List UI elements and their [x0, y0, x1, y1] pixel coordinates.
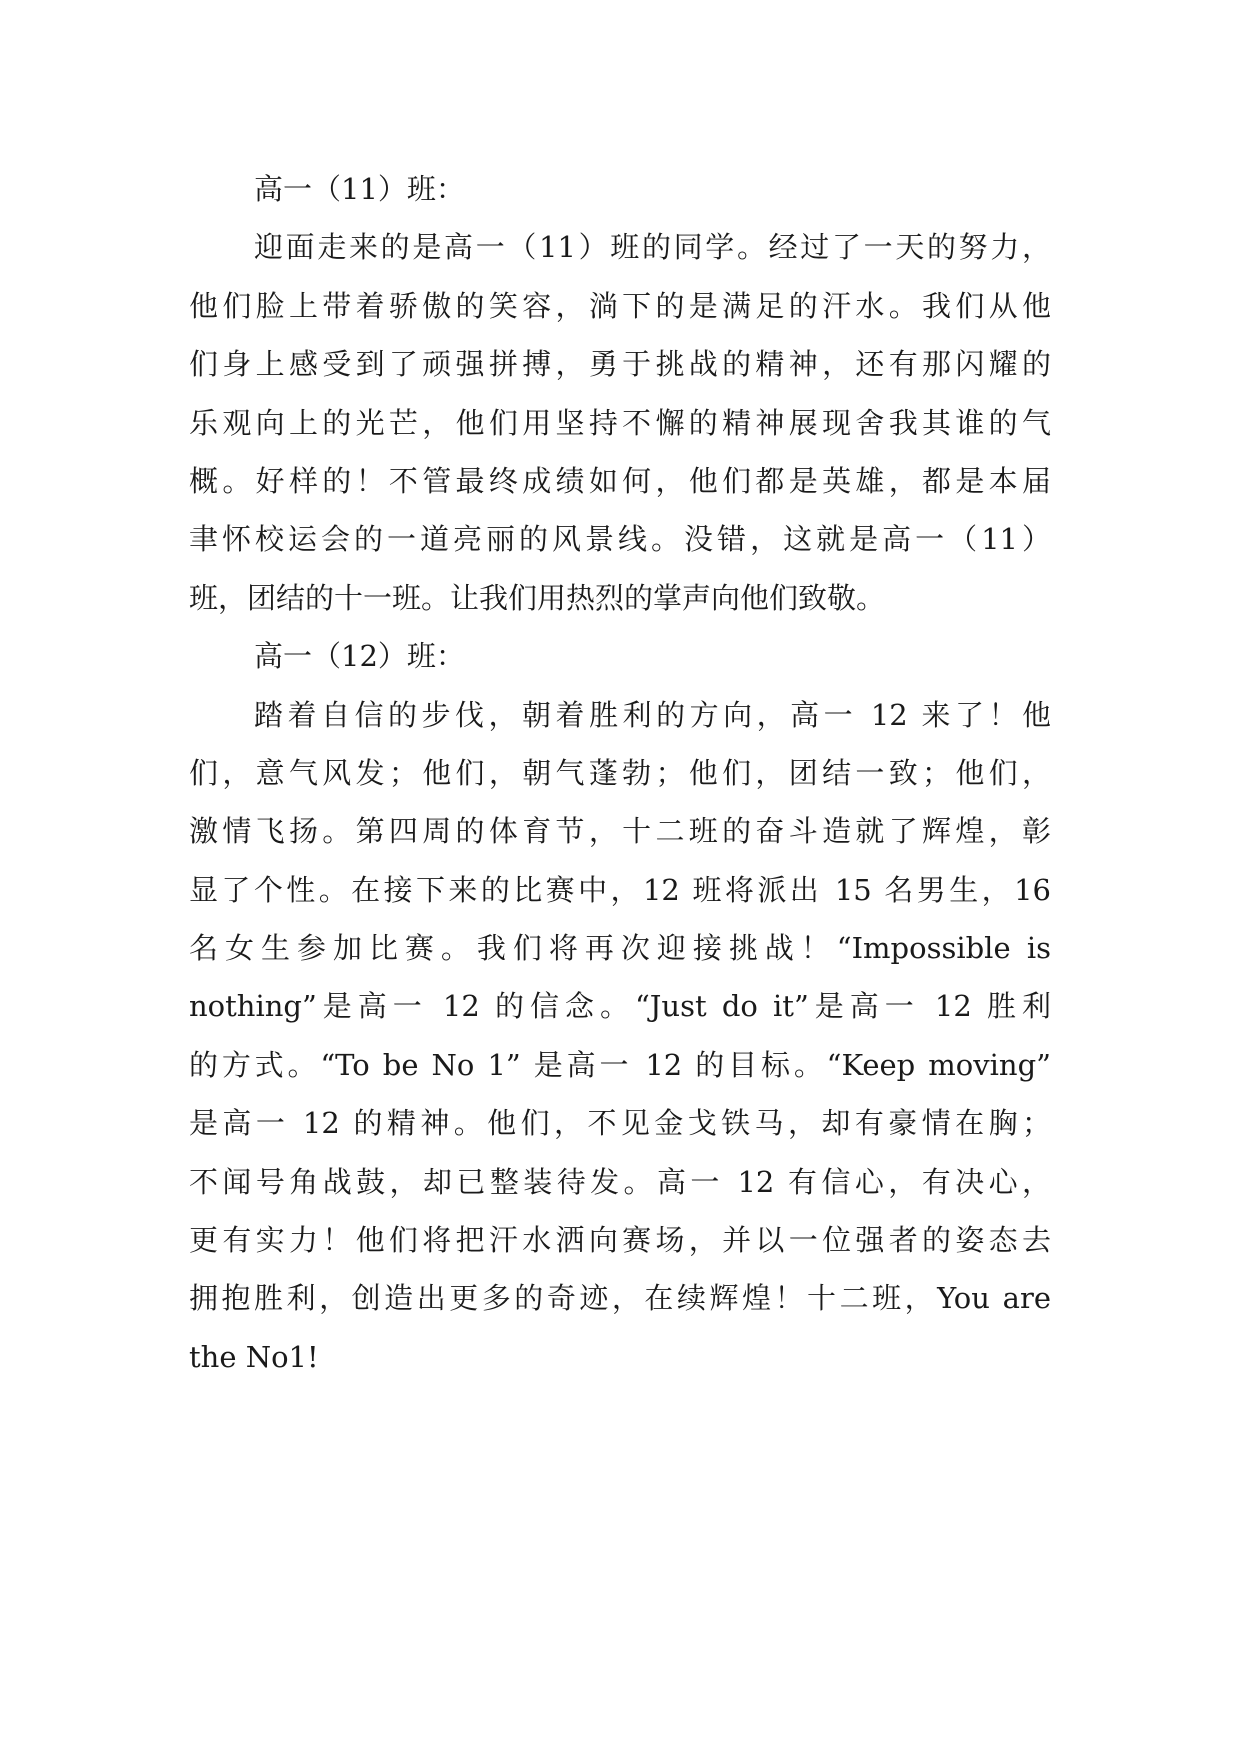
paragraph-line: 们身上感受到了顽强拼搏，勇于挑战的精神，还有那闪耀的 [189, 347, 1051, 382]
paragraph-line: 显了个性。在接下来的比赛中，12 班将派出 15 名男生，16 [189, 872, 1051, 907]
document-body [189, 160, 1051, 1386]
paragraph-line: 是高一 12 的精神。他们，不见金戈铁马，却有豪情在胸； [189, 1106, 1051, 1141]
paragraph-line: 踏着自信的步伐，朝着胜利的方向，高一 12 来了！他 [254, 697, 1051, 732]
paragraph-line: 概。好样的！不管最终成绩如何，他们都是英雄，都是本届 [189, 463, 1051, 498]
paragraph-line: 聿怀校运会的一道亮丽的风景线。没错，这就是高一（11） [189, 522, 1051, 557]
section-heading-class-11: 高一（11）班： [254, 172, 465, 206]
paragraph-line: 迎面走来的是高一（11）班的同学。经过了一天的努力， [254, 230, 1051, 265]
paragraph-line: 不闻号角战鼓，却已整装待发。高一 12 有信心，有决心， [189, 1164, 1051, 1199]
paragraph-line: nothing”是高一 12 的信念。“Just do it”是高一 12 胜利 [189, 989, 1051, 1024]
paragraph-line: the No1! [189, 1339, 319, 1374]
paragraph-line: 他们脸上带着骄傲的笑容，淌下的是满足的汗水。我们从他 [189, 288, 1051, 323]
paragraph-line: 更有实力！他们将把汗水洒向赛场，并以一位强者的姿态去 [189, 1223, 1051, 1258]
paragraph-line: 们，意气风发；他们，朝气蓬勃；他们，团结一致；他们， [189, 755, 1051, 790]
paragraph-line: 乐观向上的光芒，他们用坚持不懈的精神展现舍我其谁的气 [189, 405, 1051, 440]
paragraph-line: 的方式。“To be No 1” 是高一 12 的目标。“Keep moving” [189, 1047, 1051, 1082]
section-heading-class-12: 高一（12）班： [254, 639, 465, 674]
paragraph-line: 班，团结的十一班。让我们用热烈的掌声向他们致敬。 [189, 580, 886, 615]
paragraph-line: 激情飞扬。第四周的体育节，十二班的奋斗造就了辉煌，彰 [189, 814, 1051, 849]
paragraph-line: 名女生参加比赛。我们将再次迎接挑战！“Impossible is [189, 931, 1051, 966]
paragraph-line: 拥抱胜利，创造出更多的奇迹，在续辉煌！十二班，You are [189, 1281, 1051, 1316]
